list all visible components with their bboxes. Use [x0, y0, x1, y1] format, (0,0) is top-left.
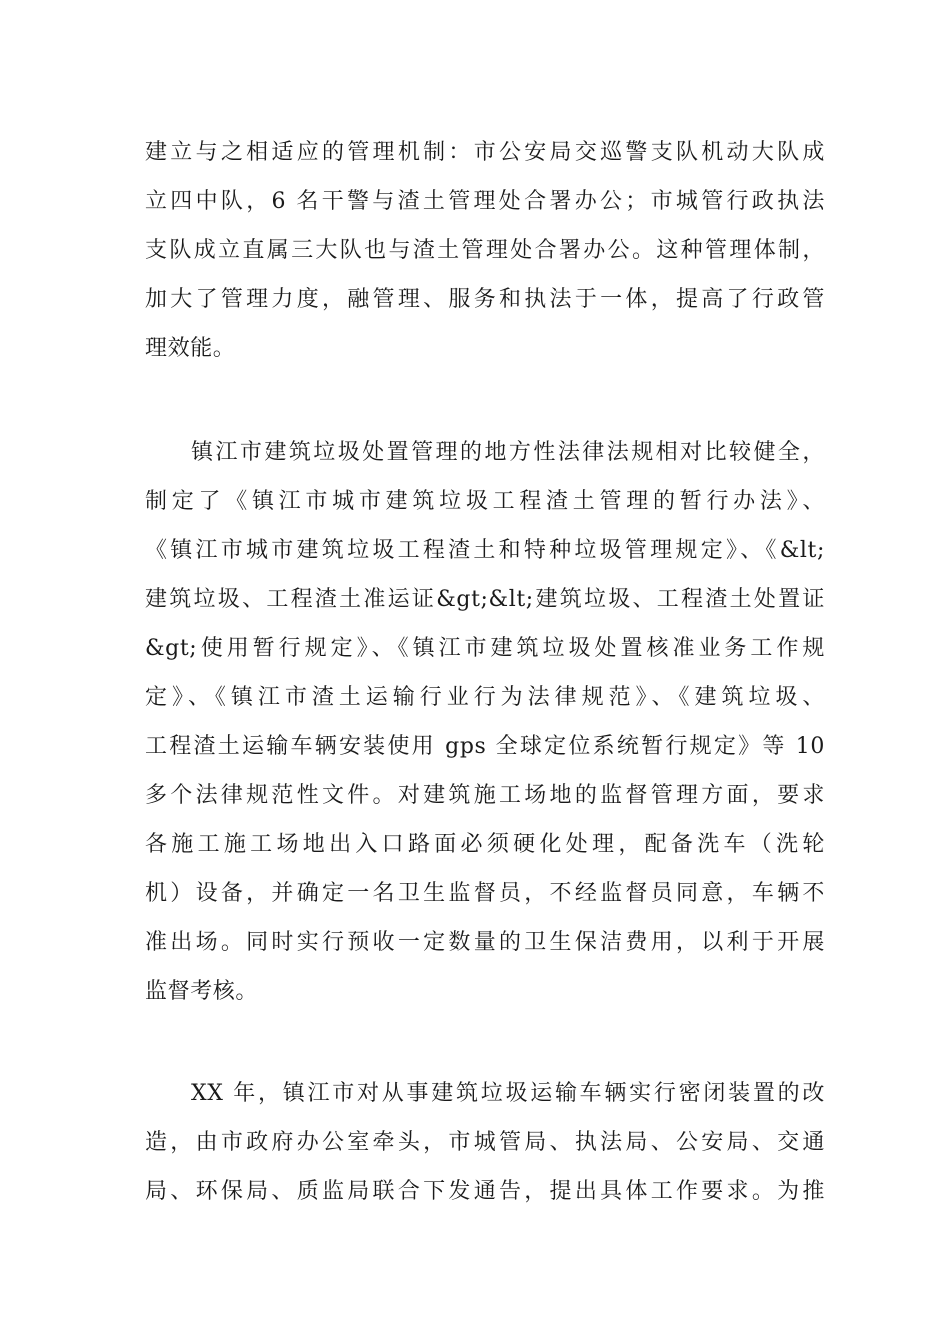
text-line: 制定了《镇江市城市建筑垃圾工程渣土管理的暂行办法》、: [145, 489, 825, 514]
text-line: &gt;使用暂行规定》、《镇江市建筑垃圾处置核准业务工作规: [145, 636, 825, 661]
paragraph-vehicle-retrofit: [145, 1069, 825, 1216]
text-line: 镇江市建筑垃圾处置管理的地方性法律法规相对比较健全，: [191, 440, 825, 465]
text-line: 支队成立直属三大队也与渣土管理处合署办公。这种管理体制，: [145, 238, 825, 263]
text-line: 局、环保局、质监局联合下发通告，提出具体工作要求。为推: [145, 1179, 825, 1204]
paragraph-management-mechanism: [145, 128, 825, 373]
text-line: 监督考核。: [145, 979, 259, 1004]
text-line: 加大了管理力度，融管理、服务和执法于一体，提高了行政管: [145, 287, 825, 312]
text-line: 定》、《镇江市渣土运输行业行为法律规范》、《建筑垃圾、: [145, 685, 825, 710]
text-line: 工程渣土运输车辆安装使用 gps 全球定位系统暂行规定》等 10: [145, 734, 825, 759]
text-line: 机）设备，并确定一名卫生监督员，不经监督员同意，车辆不: [145, 881, 825, 906]
text-line: 建立与之相适应的管理机制：市公安局交巡警支队机动大队成: [145, 140, 825, 165]
text-line: 准出场。同时实行预收一定数量的卫生保洁费用，以利于开展: [145, 930, 825, 955]
text-line: 理效能。: [145, 336, 236, 361]
text-line: 造，由市政府办公室牵头，市城管局、执法局、公安局、交通: [145, 1130, 825, 1155]
text-line: 《镇江市城市建筑垃圾工程渣土和特种垃圾管理规定》、《&lt;: [145, 538, 825, 563]
paragraph-local-regulations: [145, 428, 825, 1016]
text-line: 立四中队，6 名干警与渣土管理处合署办公；市城管行政执法: [145, 189, 825, 214]
text-line: 各施工施工场地出入口路面必须硬化处理，配备洗车（洗轮: [145, 832, 825, 857]
text-line: 建筑垃圾、工程渣土准运证&gt;&lt;建筑垃圾、工程渣土处置证: [145, 587, 825, 612]
text-line: XX 年，镇江市对从事建筑垃圾运输车辆实行密闭装置的改: [191, 1081, 825, 1106]
text-line: 多个法律规范性文件。对建筑施工场地的监督管理方面，要求: [145, 783, 825, 808]
